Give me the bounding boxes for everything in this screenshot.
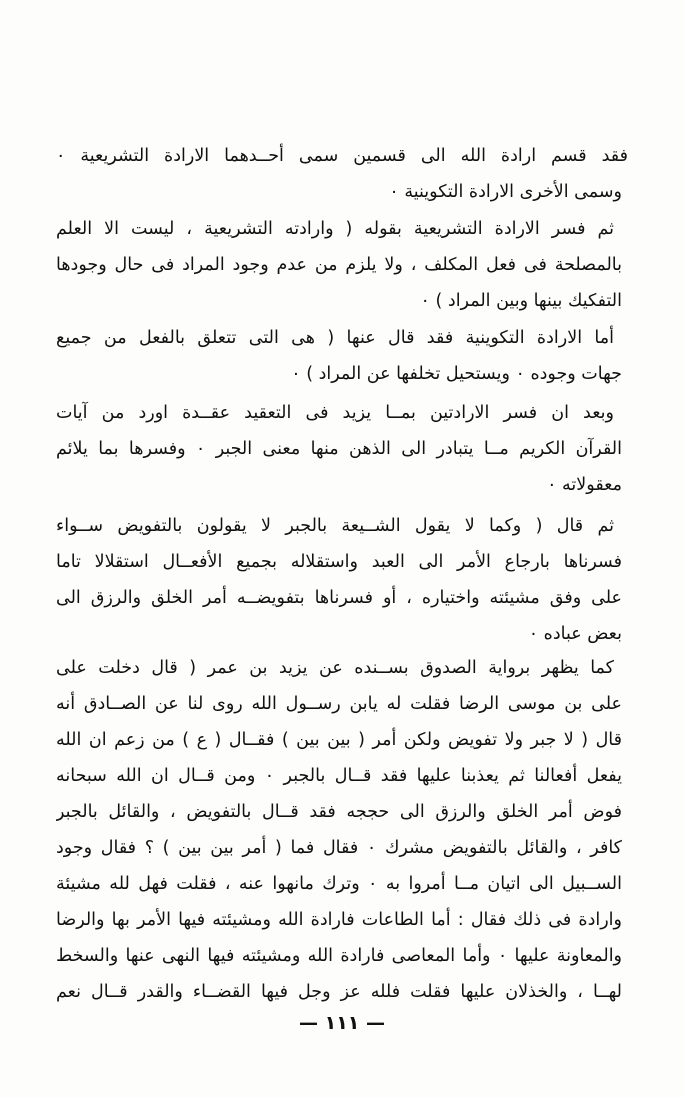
text-line: فوض أمر الخلق والرزق الى حججه فقد قــال بالتفويض ، والقائل بالجبر <box>56 802 622 822</box>
paragraph-4 <box>56 395 622 503</box>
text-line: وارادة فى ذلك فقال : أما الطاعات فارادة الله ومشيئته فيها الأمر بها والرضا <box>56 910 622 930</box>
text-line: أما الارادة التكوينية فقد قال عنها ( هى التى تتعلق بالفعل من جميع <box>56 328 614 348</box>
text-line: الســبيل الى اتيان مــا أمروا به ٠ وترك مانهوا عنه ، فقلت فهل لله مشيئة <box>56 874 622 894</box>
paragraph-3 <box>56 320 622 392</box>
paragraph-5 <box>56 508 622 652</box>
text-line: كافر ، والقائل بالتفويض مشرك ٠ فقال فما ( أمر بين بين ) ؟ فقال وجود <box>56 838 622 858</box>
text-line: على وفق مشيئته واختياره ، أو فسرناها بتفويضــه أمر الخلق والرزق الى <box>56 588 622 608</box>
text-line: لهــا ، والخذلان عليها فقلت فلله عز وجل فيها القضــاء والقدر قــال نعم <box>56 982 622 1002</box>
text-line: وبعد ان فسر الارادتين بمــا يزيد فى التعقيد عقــدة اورد من آيات <box>56 403 614 423</box>
text-line: كما يظهر برواية الصدوق بســنده عن يزيد بن عمر ( قال دخلت على <box>56 658 614 678</box>
paragraph-6 <box>56 650 622 1010</box>
text-line: ثم فسر الارادة التشريعية بقوله ( وارادته التشريعية ، ليست الا العلم <box>56 219 614 239</box>
text-line: قال ( لا جبر ولا تفويض ولكن أمر ( بين بين ) فقــال ( ع ) من زعم ان الله <box>56 730 622 750</box>
text-line: يفعل أفعالنا ثم يعذبنا عليها فقد قــال بالجبر ٠ ومن قــال ان الله سبحانه <box>56 766 622 786</box>
text-line: بالمصلحة فى فعل المكلف ، ولا يلزم من عدم وجود المراد فى حال وجودها <box>56 255 622 275</box>
text-line: فقد قسم ارادة الله الى قسمين سمى أحــدهما الارادة التشريعية ٠ <box>56 146 628 166</box>
text-line: معقولاته ٠ <box>547 475 622 495</box>
text-line: فسرناها بارجاع الأمر الى العبد واستقلاله بجميع الأفعــال استقلالا تاما <box>56 552 622 572</box>
text-line: جهات وجوده ٠ ويستحيل تخلفها عن المراد ) ٠ <box>291 364 622 384</box>
text-line: وسمى الأخرى الارادة التكوينية ٠ <box>389 182 622 202</box>
text-line: على بن موسى الرضا فقلت له يابن رســول الله روى لنا عن الصــادق أنه <box>56 694 622 714</box>
text-line: القرآن الكريم مــا يتبادر الى الذهن منها معنى الجبر ٠ وفسرها بما يلائم <box>56 439 622 459</box>
page-number: — ١١١ — <box>298 1012 386 1034</box>
text-line: ثم قال ( وكما لا يقول الشــيعة بالجبر لا يقولون بالتفويض ســواء <box>56 516 614 536</box>
text-line: بعض عباده ٠ <box>528 624 622 644</box>
text-line: والمعاونة عليها ٠ وأما المعاصى فارادة الله ومشيئته فيها النهى عنها والسخط <box>56 946 622 966</box>
paragraph-2 <box>56 211 622 319</box>
text-line: التفكيك بينها وبين المراد ) ٠ <box>420 291 622 311</box>
paragraph-1 <box>56 138 628 210</box>
